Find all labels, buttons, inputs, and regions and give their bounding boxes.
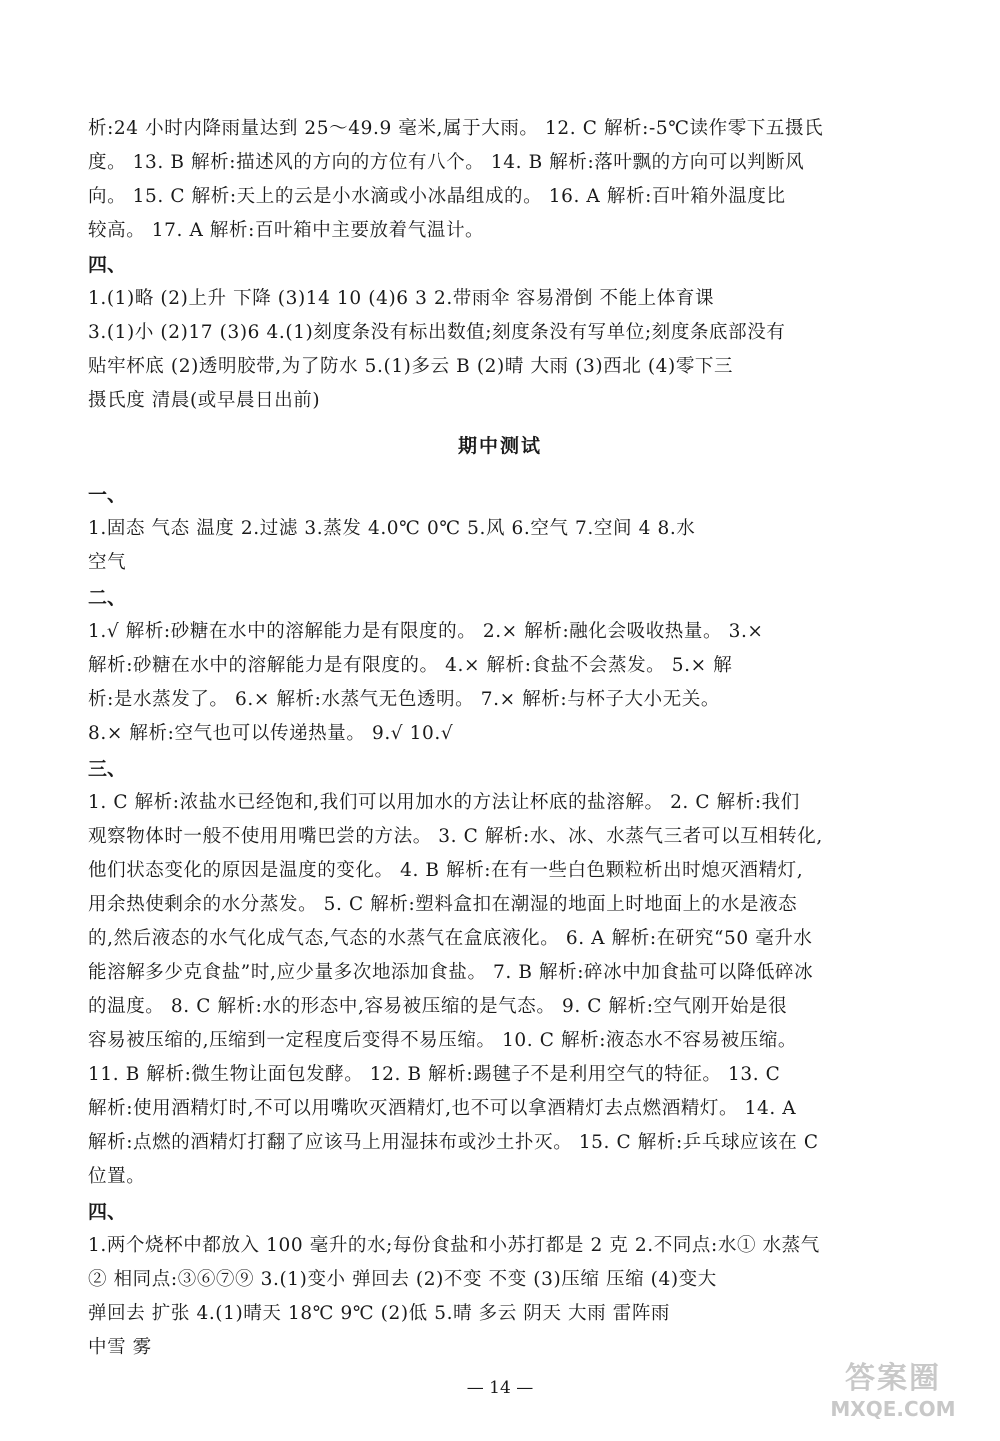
text-line: 解析:点燃的酒精灯打翻了应该马上用湿抹布或沙土扑灭。 15. C 解析:乒乓球应该在 C	[88, 1132, 819, 1153]
text-line: 能溶解多少克食盐”时,应少量多次地添加食盐。 7. B 解析:碎冰中加食盐可以降低碎冰	[88, 962, 814, 983]
text-line: 度。 13. B 解析:描述风的方向的方位有八个。 14. B 解析:落叶飘的方向可以判断风	[88, 152, 805, 173]
text-line: 解析:使用酒精灯时,不可以用嘴吹灭酒精灯,也不可以拿酒精灯去点燃酒精灯。 14. A	[88, 1098, 797, 1119]
text-line: 析:24 小时内降雨量达到 25～49.9 毫米,属于大雨。 12. C 解析:-5℃读作零下五摄氏	[88, 118, 824, 139]
text-line: 1.√ 解析:砂糖在水中的溶解能力是有限度的。 2.× 解析:融化会吸收热量。 3.×	[88, 621, 764, 642]
text-line: 析:是水蒸发了。 6.× 解析:水蒸气无色透明。 7.× 解析:与杯子大小无关。	[88, 689, 721, 710]
section-heading: 四、	[88, 1201, 127, 1223]
text-line: 较高。 17. A 解析:百叶箱中主要放着气温计。	[88, 220, 485, 241]
text-line: 的温度。 8. C 解析:水的形态中,容易被压缩的是气态。 9. C 解析:空气刚开始是很	[88, 996, 788, 1017]
watermark-title: 答案圈	[845, 1361, 941, 1396]
text-line: 1.两个烧杯中都放入 100 毫升的水;每份食盐和小苏打都是 2 克 2.不同点:水① 水蒸气	[88, 1235, 820, 1256]
text-line: 的,然后液态的水气化成气态,气态的水蒸气在盒底液化。 6. A 解析:在研究“50 毫升水	[88, 928, 813, 949]
text-line: 1.固态 气态 温度 2.过滤 3.蒸发 4.0℃ 0℃ 5.风 6.空气 7.空间 4 8.水	[88, 518, 696, 539]
text-line: 11. B 解析:微生物让面包发酵。 12. B 解析:踢毽子不是利用空气的特征。 13. C	[88, 1064, 781, 1085]
text-line: 贴牢杯底 (2)透明胶带,为了防水 5.(1)多云 B (2)晴 大雨 (3)西北 (4)零下三	[88, 356, 734, 377]
text-line: 摄氏度 清晨(或早晨日出前)	[88, 390, 321, 411]
section-heading: 一、	[88, 484, 127, 506]
text-line: 他们状态变化的原因是温度的变化。 4. B 解析:在有一些白色颗粒析出时熄灭酒精灯,	[88, 860, 804, 881]
section-heading: 三、	[88, 758, 127, 780]
section-title: 期中测试	[457, 435, 542, 457]
text-line: 3.(1)小 (2)17 (3)6 4.(1)刻度条没有标出数值;刻度条没有写单位;刻度条底部没有	[88, 322, 786, 343]
text-line: 位置。	[88, 1166, 146, 1187]
text-line: 1. C 解析:浓盐水已经饱和,我们可以用加水的方法让杯底的盐溶解。 2. C 解析:我们	[88, 792, 800, 813]
watermark-url: MXQE.COM	[830, 1397, 956, 1421]
text-line: 8.× 解析:空气也可以传递热量。 9.√ 10.√	[88, 723, 454, 744]
text-line: ② 相同点:③⑥⑦⑨ 3.(1)变小 弹回去 (2)不变 不变 (3)压缩 压缩 (4)变大	[88, 1269, 717, 1290]
text-line: 弹回去 扩张 4.(1)晴天 18℃ 9℃ (2)低 5.晴 多云 阴天 大雨 雷阵雨	[88, 1303, 671, 1324]
text-line: 容易被压缩的,压缩到一定程度后变得不易压缩。 10. C 解析:液态水不容易被压缩。	[88, 1030, 798, 1051]
watermark-logo	[798, 1361, 988, 1431]
text-line: 1.(1)略 (2)上升 下降 (3)14 10 (4)6 3 2.带雨伞 容易滑倒 不能上体育课	[88, 288, 715, 309]
text-line: 观察物体时一般不使用用嘴巴尝的方法。 3. C 解析:水、冰、水蒸气三者可以互相转化,	[88, 826, 823, 847]
text-line: 用余热使剩余的水分蒸发。 5. C 解析:塑料盒扣在潮湿的地面上时地面上的水是液态	[88, 894, 798, 915]
page-number: — 14 —	[466, 1378, 534, 1398]
section-heading: 四、	[88, 254, 127, 276]
text-line: 空气	[88, 552, 127, 573]
text-line: 解析:砂糖在水中的溶解能力是有限度的。 4.× 解析:食盐不会蒸发。 5.× 解	[88, 655, 733, 676]
text-line: 中雪 雾	[88, 1337, 152, 1358]
text-line: 向。 15. C 解析:天上的云是小水滴或小冰晶组成的。 16. A 解析:百叶箱外温度比	[88, 186, 786, 207]
section-heading: 二、	[88, 587, 127, 609]
